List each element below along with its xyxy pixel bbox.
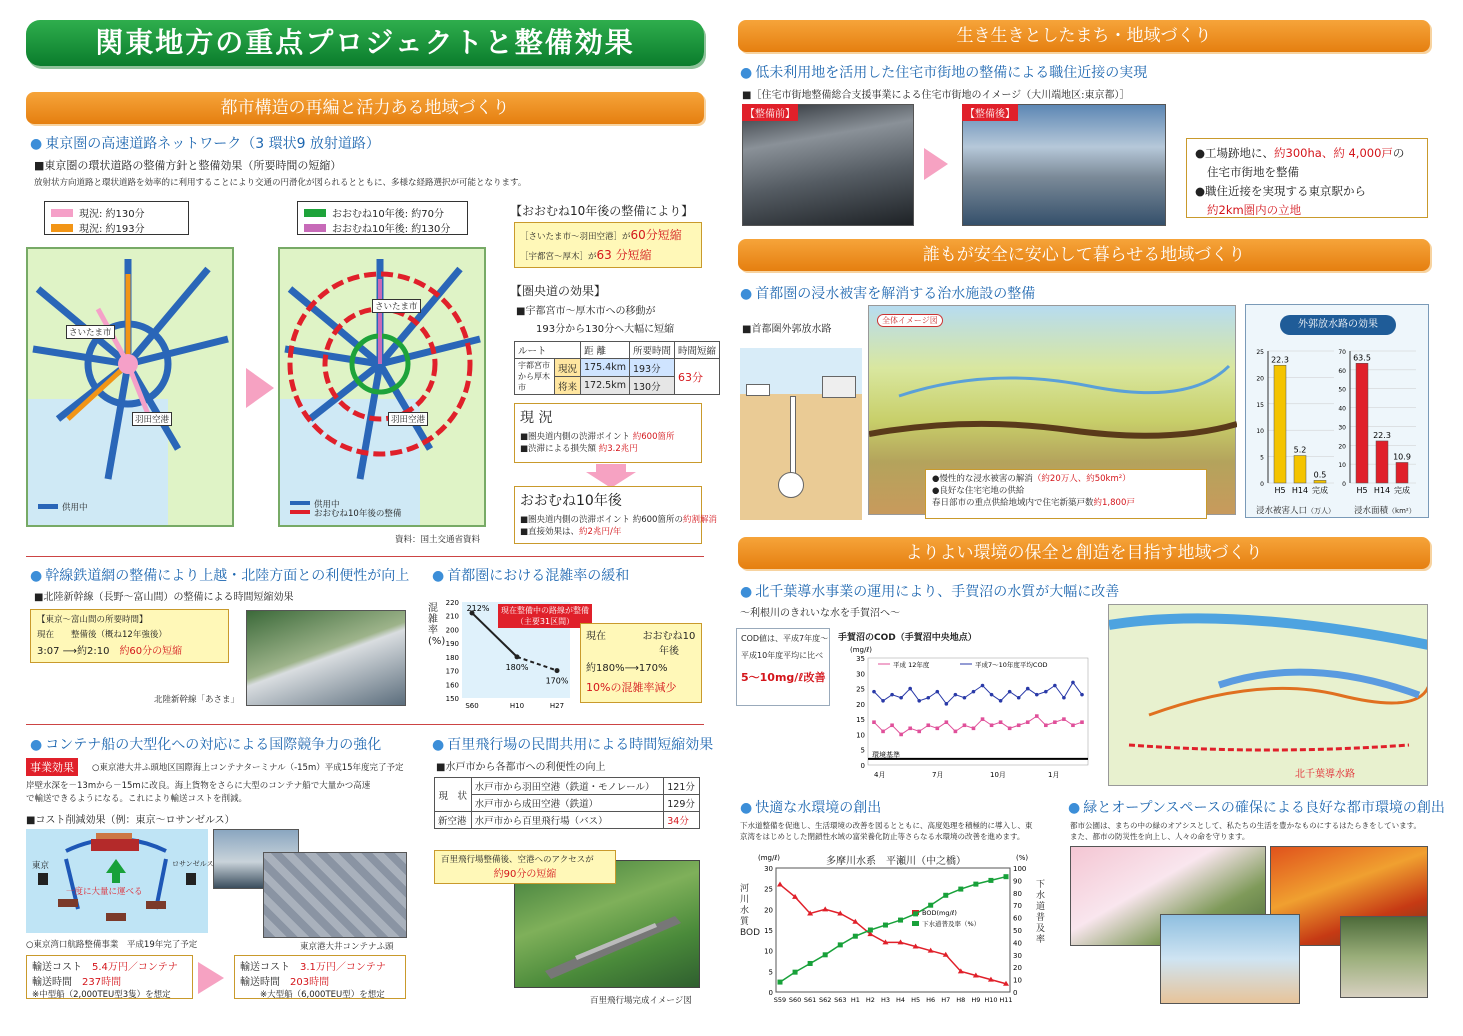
callout-line1: 現在整備中の路線が整備	[501, 606, 589, 615]
flood-info-l2: ●良好な住宅宅地の供給	[932, 486, 1025, 496]
congestion-values: 約180%⟶170%	[586, 663, 668, 674]
flood-ytick: 5	[1260, 454, 1264, 462]
water-xtick: H4	[896, 996, 906, 1004]
shipping-tokyo: 東京	[32, 861, 50, 871]
water-y2tick: 40	[1013, 939, 1022, 948]
td-r2-dist: 172.5km	[581, 377, 630, 395]
hyakuri-bubble-l1: 百里飛行場整備後、空港へのアクセスが	[441, 855, 594, 865]
hyakuri-table	[434, 777, 700, 829]
water-xtick: S59	[773, 996, 787, 1004]
legend-future-b: おおむね10年後: 約130分	[332, 224, 451, 235]
after10-save2: 63 分短縮	[596, 248, 652, 262]
flood-bar	[1356, 363, 1368, 483]
congestion-ytick: 210	[445, 612, 459, 621]
water-xtick: S61	[803, 996, 817, 1004]
photo-after	[962, 104, 1166, 226]
cod-xtick: 7月	[932, 771, 944, 779]
flood-bar-label: 10.9	[1393, 452, 1411, 462]
cod-ytick: 30	[856, 670, 865, 679]
ken-line2: 193分から130分へ大幅に短縮	[536, 324, 675, 335]
water-ytick: 15	[764, 927, 773, 935]
future-heading: おおむね10年後	[520, 493, 622, 509]
congestion-xtick: S60	[465, 702, 479, 710]
cod-box	[736, 628, 830, 706]
cost-after-note: ※大型船（6,000TEU型）を想定	[260, 990, 385, 1000]
housing-l1c: の	[1392, 146, 1405, 160]
td-save: 63分	[674, 359, 719, 395]
subheading-shinkansen: ■北陸新幹線（長野～富山間）の整備による時間短縮効果	[34, 592, 294, 603]
flood-ytick: 15	[1256, 401, 1264, 409]
water-xtick: H6	[926, 996, 936, 1004]
cod-legend-label: 平成7～10年度平均COD	[975, 661, 1048, 669]
container-sub: ■コスト削減効果（例：東京～ロサンゼルス）	[26, 815, 235, 826]
ken-heading: 【圏央道の効果】	[510, 284, 607, 298]
water-xtick: H11	[999, 996, 1013, 1004]
shinkansen-box-head: 【東京～富山間の所要時間】	[37, 615, 148, 625]
hyakuri-bubble-l2: 約90分の短縮	[493, 869, 557, 880]
legend-current-a: 現況: 約130分	[79, 209, 145, 220]
cost-after-v2: 203時間	[290, 977, 330, 988]
flood-bar-chart	[1246, 337, 1430, 507]
flood-ytick: 0	[1260, 481, 1264, 488]
flood-bar	[1396, 462, 1408, 483]
cod-chart-title: 手賀沼のCOD（手賀沼中央地点）	[838, 633, 977, 643]
water-ytick: 30	[764, 865, 773, 873]
container-photo-caption: 東京港大井コンテナふ頭	[300, 942, 394, 952]
ken-line1: ■宇都宮市～厚木市への移動が	[516, 306, 656, 317]
legend-current	[44, 201, 189, 235]
cod-xtick: 4月	[874, 771, 886, 779]
shinkansen-caption: 北陸新幹線「あさま」	[154, 695, 240, 705]
flood-ytick: 30	[1338, 424, 1346, 432]
cod-xtick: 1月	[1048, 771, 1060, 779]
congestion-ytick: 150	[445, 695, 459, 703]
tega-map-label: 北千葉導水路	[1295, 769, 1355, 780]
water-ytick: 10	[764, 947, 773, 956]
congestion-now: 現在	[586, 631, 606, 642]
congestion-point	[515, 654, 520, 659]
cost-arrow-icon	[198, 962, 224, 994]
future-box	[514, 486, 717, 544]
effect-badge: 事業効果	[26, 758, 78, 776]
flood-cap1-name: 浸水被害人口	[1256, 506, 1308, 516]
cost-before-note: ※中型船（2,000TEU型3隻）を想定	[32, 990, 171, 1000]
cod-ytick: 20	[856, 700, 865, 709]
water-legend-swatch	[912, 921, 919, 926]
water-xtick: H8	[956, 996, 966, 1004]
th-dist: 距 離	[581, 342, 630, 359]
td-r1-dist: 175.4km	[581, 359, 630, 377]
housing-l1a: ●工場跡地に、	[1195, 146, 1275, 160]
flood-bar-label: 22.3	[1373, 430, 1391, 440]
hyakuri-sub: ■水戸市から各都市への利便性の向上	[436, 762, 606, 773]
now-l2: ■渋滞による損失額	[520, 444, 597, 454]
map2-legend-open: 供用中	[314, 500, 340, 510]
after10-route2: ［宇都宮～厚木］が	[520, 252, 597, 262]
shinkansen-row1: 現在 整備後（概ね12年強後）	[37, 630, 167, 640]
congestion-reduce: 10%の混雑率減少	[586, 681, 677, 694]
th-route: ルート	[515, 342, 581, 359]
section-band-environment: よりよい環境の保全と創造を目指す地域づくり	[738, 537, 1430, 569]
td-r2-time: 130分	[629, 377, 674, 395]
cost-before-l1: 輸送コスト	[32, 962, 82, 973]
shipping-diagram	[26, 829, 214, 933]
cod-legend-label: 平成 12年度	[893, 661, 930, 669]
water-xtick: S62	[818, 996, 832, 1004]
heading-housing: ● 低未利用地を活用した住宅市街地の整備による職住近接の実現	[740, 62, 1147, 82]
cod-ytick: 25	[856, 685, 865, 694]
cost-before-v2: 237時間	[82, 977, 122, 988]
th-save: 時間短縮	[674, 342, 719, 359]
tega-sub: ～利根川のきれいな水を手賀沼へ～	[740, 608, 900, 619]
td-new: 新空港	[435, 812, 472, 829]
water-y2tick: 80	[1013, 889, 1022, 898]
shinkansen-box	[30, 609, 229, 663]
td-r1-label: 現況	[555, 359, 581, 377]
flood-bar	[1314, 480, 1326, 483]
flood-info-l1a: ●慢性的な浸水被害の解消	[932, 474, 1033, 484]
cod-xtick: 10月	[990, 771, 1006, 779]
housing-l1b: 約300ha、約 4,000戸	[1274, 146, 1393, 160]
hyakuri-bubble	[434, 850, 616, 884]
heading-water: ● 快適な水環境の創出	[740, 797, 881, 817]
td-r2v: 129分	[664, 795, 700, 812]
hyakuri-caption: 百里飛行場完成イメージ図	[590, 996, 692, 1006]
label-after: 【整備後】	[962, 104, 1018, 121]
arrow-before-after-icon	[924, 148, 948, 180]
flood-ytick: 60	[1338, 367, 1346, 375]
congestion-point	[555, 668, 560, 673]
flood-cap1-unit: （万人）	[1307, 507, 1336, 515]
flood-cap2	[1354, 504, 1416, 516]
after10-route1: ［さいたま市～羽田空港］が	[520, 232, 631, 242]
heading-green: ● 緑とオープンスペースの確保による良好な都市環境の創出	[1068, 797, 1445, 817]
cod-ytick: 10	[856, 731, 865, 740]
flood-info-l3b: 約1,800戸	[1093, 498, 1135, 508]
water-y2tick: 90	[1013, 877, 1022, 886]
flood-ytick: 50	[1338, 386, 1346, 394]
desc-ring-road: 放射状方向道路と環状道路を効率的に利用することにより交通の円滑化が図られるとともに、多様な経路選択が可能となります。	[34, 178, 527, 188]
legend-future	[297, 201, 468, 235]
cost-after	[234, 955, 406, 999]
water-y2tick: 60	[1013, 914, 1022, 923]
th-time: 所要時間	[629, 342, 674, 359]
water-legend-label: 下水道普及率（%）	[922, 920, 981, 928]
divider-2	[26, 724, 704, 725]
section-band-living: 生き生きとしたまち・地域づくり	[738, 20, 1430, 52]
congestion-ylabel: 混雑率(%)	[428, 603, 446, 647]
heading-hyakuri: ● 百里飛行場の民間共用による時間短縮効果	[432, 734, 713, 754]
now-heading: 現 況	[520, 410, 553, 426]
flood-ytick: 40	[1338, 405, 1346, 413]
tega-map	[1108, 604, 1428, 786]
map-current	[26, 247, 234, 527]
flood-xtick: 完成	[1394, 486, 1410, 495]
down-arrow-icon	[586, 464, 636, 488]
source-note: 資料：国土交通省資料	[395, 535, 481, 545]
water-y2tick: 20	[1013, 964, 1022, 973]
water-ytick: 5	[768, 968, 773, 977]
water-desc1: 下水道整備を促進し、生活環境の改善を図るとともに、高度処理を積極的に導入し、東	[740, 821, 1033, 830]
flood-sub: ■首都圏外郭放水路	[742, 324, 832, 335]
water-xtick: H3	[880, 996, 890, 1004]
container-desc1: 岸壁水深を－13mから－15mに改良。海上貨物をさらに大型のコンテナ船で大量かつ高速	[26, 781, 371, 791]
map-legend-open: 供用中	[62, 503, 88, 513]
heading-congestion: ● 首都圏における混雑率の緩和	[432, 565, 629, 585]
congestion-ytick: 160	[445, 681, 459, 690]
section-band-urban: 都市構造の再編と活力ある地域づくり	[26, 92, 704, 124]
after10-save1: 60分短縮	[630, 228, 682, 242]
congestion-xtick: H10	[509, 702, 525, 710]
td-r1-time: 193分	[629, 359, 674, 377]
water-xtick: H10	[984, 996, 998, 1004]
flood-bar-label: 0.5	[1313, 470, 1327, 480]
flood-cap1	[1256, 504, 1335, 516]
flood-bar	[1376, 441, 1388, 483]
housing-l2: 住宅市街地を整備	[1207, 165, 1299, 179]
green-desc1: 都市公園は、まちの中の緑のオアシスとして、私たちの生活を豊かなものにするはたらきをしています。	[1070, 821, 1421, 830]
water-xtick: H5	[911, 996, 921, 1004]
map2-label-haneda: 羽田空港	[388, 412, 428, 426]
flood-info	[925, 469, 1207, 519]
cod-plot	[868, 658, 1088, 765]
water-unit2: (%)	[1016, 854, 1029, 862]
photo-before	[742, 104, 914, 226]
future-l1: ■圏央道内側の渋滞ポイント 約600箇所の	[520, 515, 683, 525]
flood-cap2-name: 浸水面積	[1354, 506, 1389, 516]
flood-ytick: 25	[1256, 349, 1264, 356]
cod-ytick: 35	[856, 655, 865, 663]
now-box	[514, 403, 702, 463]
water-unit1: (mg/ℓ)	[758, 854, 780, 862]
water-xtick: H2	[865, 996, 875, 1004]
congestion-data-label: 180%	[505, 662, 529, 672]
map-label-saitama: さいたま市	[66, 325, 115, 339]
flood-cross-section	[740, 348, 862, 520]
cod-ytick: 0	[860, 762, 865, 770]
cod-l3: 5～10mg/ℓ改善	[741, 671, 826, 684]
water-y2tick: 30	[1013, 951, 1022, 960]
after10-heading: 【おおむね10年後の整備により】	[510, 204, 694, 218]
cod-env-label: 環境基準	[872, 750, 900, 759]
label-before: 【整備前】	[742, 104, 798, 121]
now-v2: 約3.2兆円	[598, 444, 638, 454]
flood-ytick: 70	[1338, 349, 1346, 356]
section-band-safety: 誰もが安全に安心して暮らせる地域づくり	[738, 239, 1430, 271]
water-y2tick: 0	[1013, 989, 1018, 997]
now-l1: ■圏央道内側の渋滞ポイント	[520, 432, 631, 442]
arrow-right-icon	[246, 368, 274, 408]
cod-chart	[838, 640, 1100, 790]
flood-bar	[1274, 365, 1286, 483]
cost-before-v1: 5.4万円／コンテナ	[92, 962, 178, 973]
td-r3v: 34分	[664, 812, 700, 829]
congestion-data-label: 170%	[545, 676, 569, 686]
flood-ytick: 10	[1256, 428, 1264, 436]
flood-cap2-unit: （km²）	[1388, 507, 1416, 515]
congestion-ytick: 200	[445, 626, 459, 635]
water-desc2: 京湾をはじめとした閉鎖性水域の富栄養化防止等さらなる水環境の改善を進めます。	[740, 832, 1025, 841]
shinkansen-save: 約60分の短縮	[119, 646, 183, 657]
park-photo-4	[1340, 916, 1428, 998]
cost-before	[26, 955, 193, 999]
flood-info-l1b: （約20万人、約50km²）	[1032, 474, 1131, 484]
cost-after-v1: 3.1万円／コンテナ	[300, 962, 386, 973]
water-ylabel: 河川水質BOD	[740, 884, 761, 938]
td-r2-label: 将来	[555, 377, 581, 395]
td-r1v: 121分	[664, 778, 700, 795]
td-r2: 水戸市から成田空港（鉄道）	[471, 795, 664, 812]
flood-ytick: 0	[1342, 481, 1346, 488]
shinkansen-times: 3:07 ⟶約2:10	[37, 646, 110, 657]
congestion-ytick: 190	[445, 640, 459, 649]
flood-xtick: H14	[1373, 486, 1391, 495]
flood-ytick: 10	[1338, 462, 1346, 470]
divider	[26, 556, 704, 557]
cod-ytick: 5	[860, 746, 865, 755]
flood-bar-label: 22.3	[1271, 355, 1289, 365]
heading-highway: ● 東京圏の高速道路ネットワーク（3 環状9 放射道路）	[30, 133, 380, 153]
green-desc2: また、都市の防災性を向上し、人々の命を守ります。	[1070, 832, 1250, 841]
cod-l2: 平成10年度平均に比べ	[741, 651, 824, 660]
flood-bar-label: 5.2	[1293, 445, 1307, 455]
cod-l1: COD値は、平成7年度～	[741, 634, 829, 643]
congestion-box	[580, 623, 702, 703]
water-y2label: 下水道普及率	[1036, 880, 1046, 945]
td-route: 宇都宮市から厚木市	[515, 359, 555, 395]
water-ytick: 20	[764, 906, 773, 915]
congestion-ytick: 170	[445, 667, 459, 676]
heading-tega: ● 北千葉導水事業の運用により、手賀沼の水質が大幅に改善	[740, 581, 1119, 601]
container-note1: ○東京湾口航路整備事業 平成19年完了予定	[26, 940, 198, 950]
kenodo-table	[514, 341, 720, 395]
flood-chart-title: 外郭放水路の効果	[1280, 315, 1396, 335]
now-v1: 約600箇所	[632, 432, 675, 442]
shinkansen-photo	[246, 610, 406, 706]
water-xtick: S60	[788, 996, 802, 1004]
future-l2: ■直接効果は、	[520, 527, 580, 537]
water-y2tick: 50	[1013, 927, 1022, 935]
congestion-xtick: H27	[549, 702, 565, 710]
water-chart	[740, 848, 1052, 1006]
subheading-ring-road: ■東京圏の環状道路の整備方針と整備効果（所要時間の短縮）	[34, 159, 342, 172]
shipping-la: ロサンゼルス	[172, 860, 214, 868]
flood-info-l3a: 春日部市の重点供給地域内で住宅新築戸数	[932, 498, 1094, 508]
shipping-once: 一度に大量に運べる	[66, 887, 143, 897]
legend-future-a: おおむね10年後: 約70分	[332, 209, 444, 220]
flood-bar	[1294, 456, 1306, 483]
cost-after-l2: 輸送時間	[240, 977, 280, 988]
map-future	[278, 247, 486, 527]
housing-l3: ●職住近接を実現する東京駅から	[1195, 184, 1367, 198]
water-ytick: 25	[764, 885, 773, 894]
heading-flood: ● 首都圏の浸水被害を解消する治水施設の整備	[740, 283, 1035, 303]
map2-label-saitama: さいたま市	[372, 299, 421, 313]
legend-current-b: 現況: 約193分	[79, 224, 145, 235]
heading-shinkansen: ● 幹線鉄道網の整備により上越・北陸方面との利便性が向上	[30, 565, 409, 585]
flood-xtick: H5	[1274, 486, 1286, 495]
water-xtick: S63	[834, 996, 847, 1004]
housing-l4: 約2km圏内の立地	[1207, 203, 1302, 217]
water-chart-title: 多摩川水系 平瀬川（中之橋）	[826, 856, 966, 867]
flood-ytick: 20	[1256, 375, 1264, 383]
flood-chart-panel	[1245, 304, 1429, 518]
park-photo-3	[1160, 914, 1300, 1004]
cod-ytick: 15	[856, 716, 865, 725]
flood-xtick: H5	[1356, 486, 1368, 495]
congestion-later: おおむね10年後	[642, 631, 696, 657]
flood-image-tag: 全体イメージ図	[877, 314, 943, 327]
water-xtick: H9	[971, 996, 981, 1004]
td-r1: 水戸市から羽田空港（鉄道・モノレール）	[471, 778, 664, 795]
water-ytick: 0	[768, 989, 773, 997]
page-title: 関東地方の重点プロジェクトと整備効果	[26, 20, 704, 66]
td-now: 現 状	[435, 778, 472, 812]
container-photo-2	[263, 852, 407, 938]
badge-text: ○東京港大井ふ頭地区国際海上コンテナターミナル（-15m）平成15年度完了予定	[92, 763, 404, 773]
after10-box	[514, 222, 702, 268]
housing-sub: ■［住宅市街地整備総合支援事業による住宅市街地のイメージ（大川端地区:東京都）］	[742, 90, 1130, 101]
water-y2tick: 100	[1013, 865, 1027, 873]
congestion-data-label: 212%	[466, 603, 490, 613]
map-label-haneda: 羽田空港	[132, 412, 172, 426]
cost-before-l2: 輸送時間	[32, 977, 72, 988]
map2-legend-future: おおむね10年後の整備	[314, 509, 402, 519]
cost-after-l1: 輸送コスト	[240, 962, 290, 973]
flood-xtick: H14	[1291, 486, 1309, 495]
congestion-ytick: 220	[445, 599, 459, 607]
flood-bar-label: 63.5	[1353, 353, 1371, 363]
td-r3: 水戸市から百里飛行場（バス）	[471, 812, 664, 829]
future-v2: 約2兆円/年	[579, 527, 622, 537]
future-v1: 約割解消	[682, 515, 717, 525]
container-desc2: で輸送できるようになる。これにより輸送コストを削減。	[26, 794, 248, 804]
congestion-callout	[498, 604, 592, 628]
callout-line2: （主要31区間）	[515, 617, 575, 626]
cod-unit: (mg/ℓ)	[850, 646, 872, 654]
heading-container: ● コンテナ船の大型化への対応による国際競争力の強化	[30, 734, 381, 754]
flood-overview-image	[868, 305, 1236, 515]
water-legend-label: BOD(mg/ℓ)	[922, 909, 957, 917]
water-xtick: H7	[941, 996, 951, 1004]
flood-ytick: 20	[1338, 443, 1346, 451]
water-y2tick: 10	[1013, 976, 1022, 985]
housing-box	[1186, 138, 1428, 218]
water-y2tick: 70	[1013, 902, 1022, 911]
water-xtick: H1	[850, 996, 860, 1004]
congestion-ytick: 180	[445, 653, 459, 662]
flood-xtick: 完成	[1312, 486, 1328, 495]
